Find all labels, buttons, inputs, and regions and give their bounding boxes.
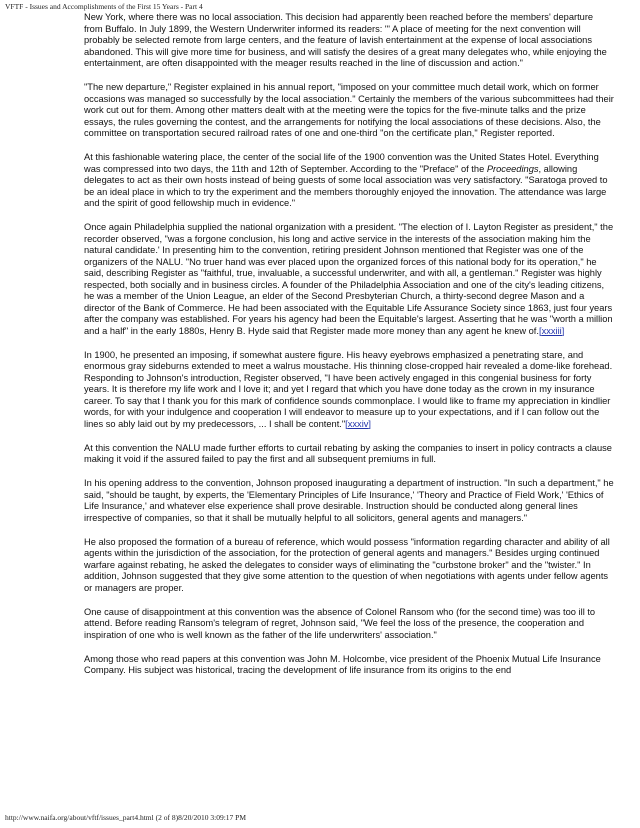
paragraph-6: At this convention the NALU made further efforts to curtail rebating by asking the companies to insert in policy contracts a clause making it void if the assured failed to pay the first and all subsequent premiums in full. (84, 442, 612, 464)
paragraph-5-text: In 1900, he presented an imposing, if somewhat austere figure. His heavy eyebrows emphasized a penetrating stare, and enormous gray sideburns extended to meet a walrus moustache. His thinning close-cropped hair revealed a dome-like forehead. Responding to Johnson's introduction, Register observed, "I have been actively engaged in this congenial business for forty years. It is therefore my life work and I love it; and yet I regard that which you have done today as the crown in my insurance career. To say that I thank you for this mark of confidence sounds commonplace. I would like to frame my appreciation in kindlier words, for with your indulgence and cooperation I will endeavor to measure up to your expectations, and if I can follow out the lines so ably laid out by my predecessors, ... I shall be content." (84, 349, 613, 429)
paragraph-4 (84, 222, 614, 337)
paragraph-3-text: At this fashionable watering place, the center of the social life of the 1900 convention was the United States Hotel. Everything was compressed into two days, the 11th and 12th of September. According to the "Preface" of the (84, 152, 599, 174)
page-footer: http://www.naifa.org/about/vftf/issues_part4.html (2 of 8)8/20/2010 3:09:17 PM (5, 813, 247, 822)
footnote-link-xxxiv[interactable]: [xxxiv] (345, 418, 371, 429)
paragraph-2: "The new departure," Register explained in his annual report, "imposed on your committee much detail work, which on former occasions was managed so successfully by the local association." Certainly the members of the various subcommittees had their work cut out for them. Among other matters dealt with at the meeting were the topics for the five-minute talks and the prize essays, the rules governing the contest, and the arrangements for notifying the local associations of these decisions. Also, the committee on transportation secured railroad rates of one and one-third "on the certificate plan," Register reported. (84, 82, 614, 138)
paragraph-5 (84, 350, 614, 431)
article-body (84, 12, 614, 689)
paragraph-9: One cause of disappointment at this convention was the absence of Colonel Ransom who (for the second time) was too ill to attend. Before reading Ransom's telegram of regret, Johnson said, "We feel the loss of the presence, the cooperation and inspiration of one who is well known as the father of the life underwriters' association." (84, 606, 596, 640)
paragraph-7: In his opening address to the convention, Johnson proposed inaugurating a department of instruction. "In such a department," he said, "should be taught, by experts, the 'Elementary Principles of Life Insurance,' 'Theory and Practice of Field Work,' 'Ethics of Life Insurance,' and whatever else experience shall prove desirable. Instruction should be conducted along general lines irrespective of companies, so that it shall be mutually helpful to all solicitors, general agents and managers." (84, 478, 614, 523)
paragraph-4-text: Once again Philadelphia supplied the national organization with a president. "The election of I. Layton Register as president," the recorder observed, "was a forgone conclusion, his long and active service in the interests of the association making him the natural candidate.' In presenting him to the convention, retiring president Johnson mentioned that Register was one of the organizers of the NALU. "No truer hand was ever placed upon the organized forces of this national body for its operation," he said, describing Register as "faithful, true, invaluable, a successful underwriter, and with all, a gentleman." Register was highly respected, both socially and in business circles. A founder of the Philadelphia Association and one of the city's leading citizens, he was a member of the Union League, an elder of the Second Presbyterian Church, a thirty-second degree Mason and a director of the Bank of Commerce. He had been associated with the Equitable Life Assurance Society since 1863, just four years after the company was established. For years his agency had been the Equitable's largest. Asserting that he was "worth a million and a half" in the early 1880s, Henry B. Hyde said that Register made more money than any agent he knew of. (84, 222, 614, 336)
paragraph-8: He also proposed the formation of a bureau of reference, which would possess "information regarding character and ability of all agents within the jurisdiction of the association, for the protection of general agents and managers." Besides urging continued warfare against rebating, he asked the delegates to consider ways of eliminating the "curbstone broker" and the "twister." In addition, Johnson suggested that they give some attention to the question of when negotiations with agents under fellow agents or managers are proper. (84, 536, 610, 593)
paragraph-10: Among those who read papers at this convention was John M. Holcombe, vice president of the Phoenix Mutual Life Insurance Company. His subject was historical, tracing the development of life insurance from its origins to the end (84, 653, 601, 675)
paragraph-1: New York, where there was no local association. This decision had apparently been reached before the members' departure from Buffalo. In July 1899, the Western Underwriter informed its readers: "' A place of meeting for the next convention will probably be selected remote from large centers, and the feature of lavish entertainment at the expense of local associations abandoned. This will give more time for business, and will satisfy the desires of a great many delegates who, while enjoying the entertainment, are often disappointed with the meager results reached in the line of discussion and action." (84, 12, 607, 68)
page-header: VFTF - Issues and Accomplishments of the First 15 Years - Part 4 (5, 2, 203, 11)
paragraph-3-text-cont: , allowing delegates to act as their own hosts instead of being guests of some local association was very satisfactory. "Saratoga proved to be an ideal place in which to try the experiment and the members thoroughly enjoyed the innovation. The attendance was large and the spirit of good fellowship much in evidence." (84, 163, 608, 208)
paragraph-3 (84, 152, 614, 210)
proceedings-italic: Proceedings (486, 163, 539, 174)
footnote-link-xxxiii[interactable]: [xxxiii] (538, 325, 565, 336)
